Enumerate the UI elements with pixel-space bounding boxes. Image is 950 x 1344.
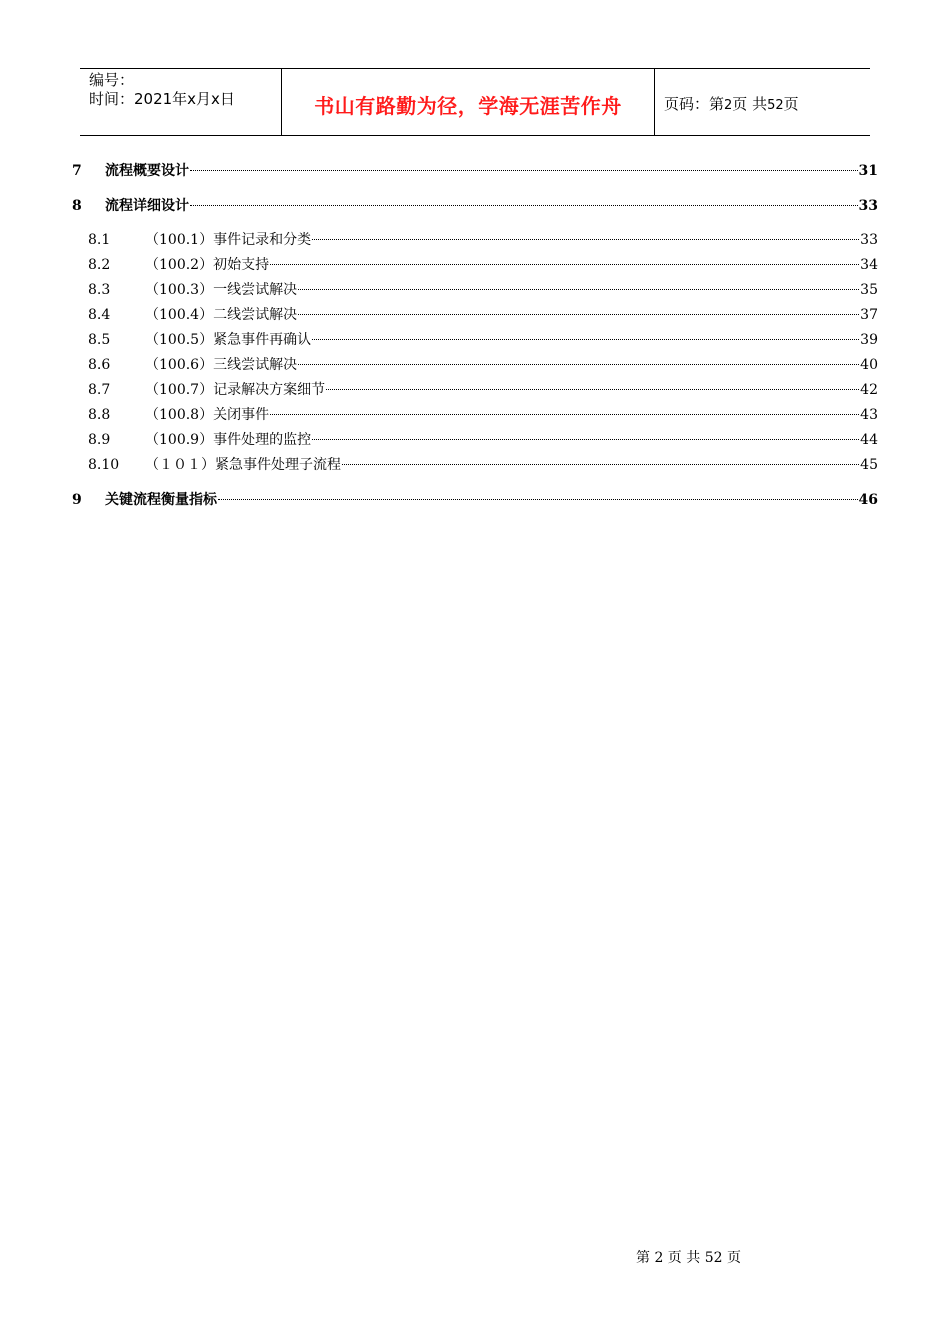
page-prefix: 页码：第 [664,95,725,113]
header-divider-right [654,69,655,135]
toc-entry-page: 37 [860,307,878,323]
toc-entry[interactable] [72,454,878,476]
toc-entry-number: 8.3 [88,282,111,298]
toc-entry-number: 8.7 [88,382,111,398]
toc-dot-leader [298,289,859,290]
toc-entry[interactable] [72,404,878,426]
toc-entry-number: 8 [72,198,82,214]
toc-entry[interactable] [72,489,878,511]
toc-entry-number: 8.10 [88,457,120,473]
toc-dot-leader [190,205,858,206]
page-total: 52 [767,98,784,113]
header-page-info [664,93,799,114]
toc-entry-title: （100.6）三线尝试解决 [145,357,298,373]
toc-entry[interactable] [72,429,878,451]
toc-entry-title: 流程概要设计 [105,163,189,179]
toc-entry[interactable] [72,254,878,276]
toc-entry-number: 8.1 [88,232,111,248]
toc-dot-leader [218,499,858,500]
toc-entry-page: 33 [860,232,878,248]
toc-entry-number: 7 [72,163,82,179]
toc-entry-number: 8.8 [88,407,111,423]
toc-entry-number: 8.9 [88,432,111,448]
toc-entry[interactable] [72,195,878,217]
toc-entry-page: 39 [860,332,878,348]
toc-entry-title: （100.5）紧急事件再确认 [145,332,312,348]
toc-entry-title: （100.9）事件处理的监控 [145,432,312,448]
toc-entry-number: 9 [72,492,82,508]
header-meta [89,71,235,109]
toc-entry-number: 8.4 [88,307,111,323]
toc-entry-page: 43 [860,407,878,423]
toc-entry-number: 8.5 [88,332,111,348]
toc-entry-number: 8.2 [88,257,111,273]
page-suffix: 页 [783,95,799,113]
document-number-label: 编号： [89,71,135,89]
toc-entry[interactable] [72,229,878,251]
toc-dot-leader [342,464,859,465]
toc-dot-leader [312,339,859,340]
toc-entry-title: （100.3）一线尝试解决 [145,282,298,298]
toc-entry[interactable] [72,354,878,376]
toc-entry-page: 45 [860,457,878,473]
toc-entry-title: （１０１）紧急事件处理子流程 [145,457,341,473]
toc-entry[interactable] [72,329,878,351]
toc-entry-page: 34 [860,257,878,273]
toc-entry-title: （100.7）记录解决方案细节 [145,382,326,398]
toc-entry[interactable] [72,160,878,182]
toc-entry-page: 44 [860,432,878,448]
toc-entry-page: 42 [860,382,878,398]
toc-dot-leader [298,314,859,315]
toc-dot-leader [326,389,859,390]
toc-entry-page: 35 [860,282,878,298]
toc-dot-leader [298,364,859,365]
toc-entry-title: （100.2）初始支持 [145,257,270,273]
toc-dot-leader [270,414,859,415]
toc-entry[interactable] [72,279,878,301]
toc-entry-title: （100.1）事件记录和分类 [145,232,312,248]
page-footer: 第 2 页 共 52 页 [636,1250,741,1266]
toc-dot-leader [270,264,859,265]
document-time-label: 时间：2021年x月x日 [89,90,235,108]
toc-entry-page: 46 [858,492,878,508]
toc-dot-leader [312,239,859,240]
page-current: 2 [724,98,733,113]
toc-entry-number: 8.6 [88,357,111,373]
toc-entry[interactable] [72,304,878,326]
toc-dot-leader [190,170,858,171]
toc-entry-page: 31 [858,163,878,179]
toc-entry[interactable] [72,379,878,401]
toc-entry-title: （100.8）关闭事件 [145,407,270,423]
toc-entry-title: 流程详细设计 [105,198,189,214]
header-motto: 书山有路勤为径，学海无涯苦作舟 [314,94,622,118]
toc-entry-title: （100.4）二线尝试解决 [145,307,298,323]
toc-dot-leader [312,439,859,440]
page-header [80,68,870,136]
page-mid: 页 共 [732,95,768,113]
toc-entry-page: 40 [860,357,878,373]
toc-entry-page: 33 [858,198,878,214]
toc-entry-title: 关键流程衡量指标 [105,492,217,508]
